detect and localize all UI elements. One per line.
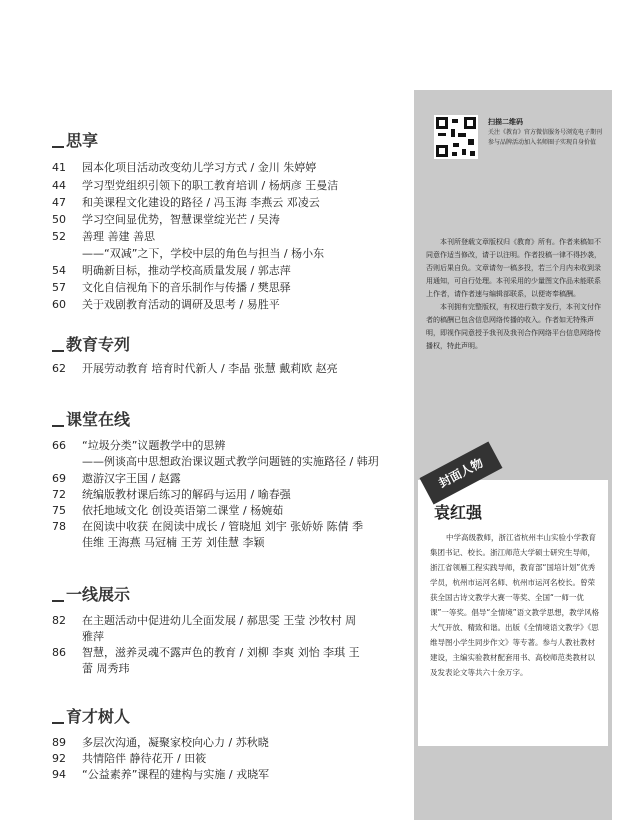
notice-paragraph: 本刊拥有完整版权，有权进行数字发行，本刊文付作者的稿酬已包含信息网络传播的收入。作者如无特殊声明，即视作同意授予我刊及我刊合作网络平台信息网络传播权，特此声明。 xyxy=(426,303,601,350)
entry-text: 园本化项目活动改变幼儿学习方式 / 金川 朱婷婷 xyxy=(82,161,317,174)
page-number: 89 xyxy=(52,736,66,749)
entry-text: 共情陪伴 静待花开 / 田筱 xyxy=(82,752,207,765)
entry-text: 文化自信视角下的音乐制作与传播 / 樊思驿 xyxy=(82,281,291,294)
section-title: 育才树人 xyxy=(52,704,130,727)
entry-text: 关于戏剧教育活动的调研及思考 / 易胜平 xyxy=(82,298,280,311)
page-number: 52 xyxy=(52,230,66,243)
entry-text: 学习空间显优势，智慧课堂绽光芒 / 吴涛 xyxy=(82,213,280,226)
page-number: 57 xyxy=(52,281,66,294)
scan-description: 关注《教育》官方微信服务号浏览电子期刊参与品牌活动加入名师圈子实现自身价值 xyxy=(488,129,603,146)
toc-subtitle: ——例谈高中思想政治课议题式教学问题链的实施路径 / 韩玥 xyxy=(82,455,379,468)
page-number: 92 xyxy=(52,752,66,765)
section-title: 课堂在线 xyxy=(52,407,130,430)
entry-text: 智慧，滋养灵魂不露声色的教育 / 刘柳 李爽 刘怡 李琪 王蕾 周秀玮 xyxy=(82,646,360,675)
cover-person-bio: 中学高级教师，浙江省杭州丰山实验小学教育集团书记、校长。浙江师范大学硕士研究生导师，浙江省领雁工程实践导师，教育部“国培计划”优秀学员，杭州市运河名师、杭州市运河名校长。曾荣获全国古诗文教学大赛一等奖、全国“一师一优课”一等奖。倡导“全情境”语文教学思想，教学风格大气开放、精致和谐。出版《全情境语文教学》《思维导图小学生同步作文》等专著。参与人教社教材建设，主编实验教材配套用书、高校师范类教材以及发表论文等共六十余万字。 xyxy=(430,533,600,677)
entry-text: 在主题活动中促进幼儿全面发展 / 郝思雯 王莹 沙牧村 周雅萍 xyxy=(82,614,357,643)
cover-person-name: 袁红强 xyxy=(434,503,483,522)
entry-text: 依托地域文化 创设英语第二课堂 / 杨婉茹 xyxy=(82,504,284,517)
entry-text: 遨游汉字王国 / 赵露 xyxy=(82,472,181,485)
notice-paragraph: 本刊所登载文章版权归《教育》所有。作者来稿如不同意作适当修改，请于以注明。作者投稿一律不得抄袭，否则后果自负。文章请勿一稿多投，若三个月内未收到录用通知，可自行处理。本刊采用的少量图文作品未能联系上作者，请作者速与编辑部联系，以便寄奉稿酬。 xyxy=(426,238,601,298)
page-number: 82 xyxy=(52,614,66,627)
page-number: 86 xyxy=(52,646,66,659)
scan-title: 扫描二维码 xyxy=(488,118,523,126)
page-number: 50 xyxy=(52,213,66,226)
entry-text: 在阅读中收获 在阅读中成长 / 管晓旭 刘宇 张娇娇 陈倩 季佳维 王海燕 马冠楠 王芳 刘佳慧 李颖 xyxy=(82,520,364,549)
copyright-notice xyxy=(426,236,602,353)
entry-text: “垃圾分类”议题教学中的思辨 xyxy=(82,439,226,452)
page-number: 94 xyxy=(52,768,66,781)
section-title: 思享 xyxy=(52,128,98,151)
entry-text: 善理 善建 善思 xyxy=(82,230,155,243)
page-number: 54 xyxy=(52,264,66,277)
entry-text: 开展劳动教育 培育时代新人 / 李晶 张慧 戴莉欧 赵亮 xyxy=(82,362,338,375)
page-number: 75 xyxy=(52,504,66,517)
entry-text: 多层次沟通，凝聚家校向心力 / 苏秋晓 xyxy=(82,736,269,749)
entry-text: “公益素养”课程的建构与实施 / 戎晓军 xyxy=(82,768,270,781)
entry-text: 统编版教材课后练习的解码与运用 / 喻春强 xyxy=(82,488,291,501)
section-title: 一线展示 xyxy=(52,582,130,605)
page-number: 62 xyxy=(52,362,66,375)
toc-subtitle: ——“双减”之下，学校中层的角色与担当 / 杨小东 xyxy=(82,247,325,260)
page-number: 60 xyxy=(52,298,66,311)
toc-entry[interactable] xyxy=(52,613,372,645)
page-number: 69 xyxy=(52,472,66,485)
entry-text: 明确新目标，推动学校高质量发展 / 郭志萍 xyxy=(82,264,291,277)
page-number: 41 xyxy=(52,161,66,174)
qr-code-icon[interactable] xyxy=(434,115,478,159)
sidebar-panel xyxy=(414,90,612,820)
entry-text: 和美课程文化建设的路径 / 冯玉海 李燕云 邓凌云 xyxy=(82,196,320,209)
page-number: 44 xyxy=(52,179,66,192)
page-number: 72 xyxy=(52,488,66,501)
entry-text: 学习型党组织引领下的职工教育培训 / 杨炳彦 王曼洁 xyxy=(82,179,339,192)
cover-person-card xyxy=(418,480,608,746)
page-number: 47 xyxy=(52,196,66,209)
page-number: 66 xyxy=(52,439,66,452)
toc-entry[interactable] xyxy=(52,519,372,555)
toc-entry[interactable] xyxy=(52,645,372,677)
section-title: 教育专列 xyxy=(52,332,130,355)
cover-person-badge: 封面人物 xyxy=(420,441,503,504)
page-number: 78 xyxy=(52,520,66,533)
